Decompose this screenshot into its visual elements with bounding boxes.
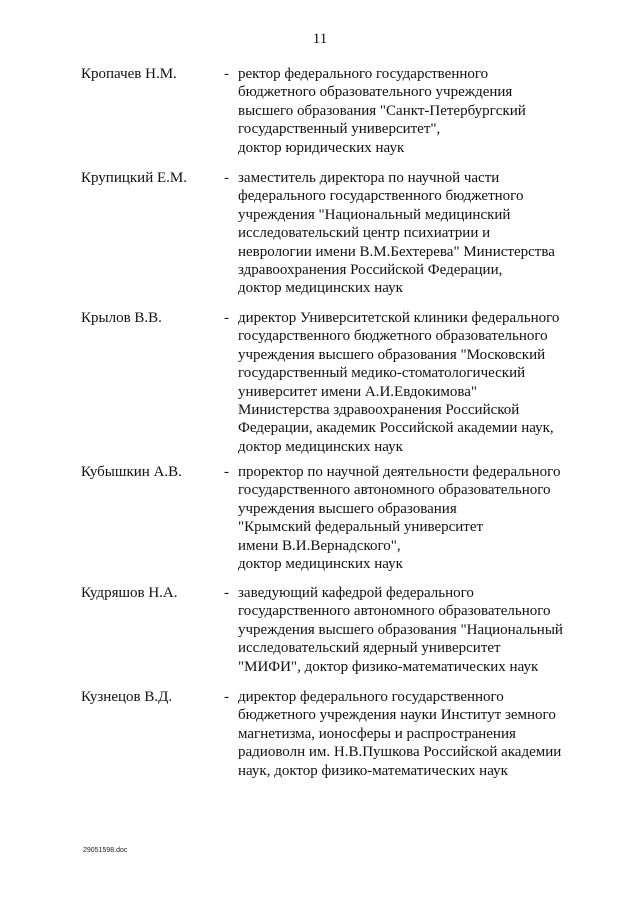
member-name: Кубышкин А.В. — [81, 464, 182, 480]
description-line: учреждения высшего образования "Национальный — [238, 621, 563, 638]
description-line: государственного автономного образовательного — [238, 482, 551, 499]
description-line: Федерации, академик Российской академии наук, — [238, 420, 554, 437]
description-line: исследовательский ядерный университет — [238, 640, 501, 657]
description-line: университет имени А.И.Евдокимова" — [238, 383, 478, 400]
description-line: учреждения высшего образования "Московский — [238, 346, 546, 363]
description-line: Министерства здравоохранения Российской — [238, 402, 520, 419]
description-line: заместитель директора по научной части — [238, 170, 500, 186]
description-line: бюджетного учреждения науки Институт земного — [238, 707, 556, 724]
separator-dash: - — [224, 310, 229, 326]
member-description — [238, 688, 561, 780]
file-reference: 29051598.doc — [83, 847, 128, 854]
description-line: "МИФИ", доктор физико-математических наук — [238, 658, 539, 675]
member-description — [238, 463, 560, 573]
member-description — [238, 169, 555, 298]
separator-dash: - — [224, 170, 229, 186]
description-line: "Крымский федеральный университет — [238, 519, 484, 536]
separator-dash: - — [224, 689, 229, 705]
description-line: доктор медицинских наук — [238, 280, 403, 297]
description-line: неврологии имени В.М.Бехтерева" Министерства — [238, 243, 555, 260]
description-line: учреждения высшего образования — [238, 500, 457, 517]
member-name: Крупицкий Е.М. — [81, 170, 187, 186]
description-line: государственный университет", — [238, 121, 441, 138]
description-line: высшего образования "Санкт-Петербургский — [238, 102, 526, 119]
description-line: имени В.И.Вернадского", — [238, 537, 401, 554]
member-name: Кудряшов Н.А. — [81, 585, 178, 601]
description-line: доктор юридических наук — [238, 139, 405, 156]
description-line: государственного автономного образовательного — [238, 603, 551, 620]
member-name: Кузнецов В.Д. — [81, 689, 173, 705]
separator-dash: - — [224, 585, 229, 601]
description-line: директор федерального государственного — [238, 689, 504, 705]
description-line: доктор медицинских наук — [238, 556, 403, 573]
member-name: Крылов В.В. — [81, 310, 162, 326]
description-line: ректор федерального государственного — [238, 66, 489, 82]
description-line: магнетизма, ионосферы и распространения — [238, 725, 516, 742]
description-line: заведующий кафедрой федерального — [238, 585, 474, 601]
separator-dash: - — [224, 66, 229, 82]
description-line: наук, доктор физико-математических наук — [238, 762, 508, 779]
member-description — [238, 584, 563, 676]
page-number: 11 — [312, 31, 328, 47]
description-line: учреждения "Национальный медицинский — [238, 206, 511, 223]
description-line: проректор по научной деятельности федерального — [238, 464, 561, 480]
description-line: государственный медико-стоматологический — [238, 365, 526, 382]
separator-dash: - — [224, 464, 229, 480]
description-line: государственного бюджетного образовательного — [238, 328, 548, 345]
description-line: здравоохранения Российской Федерации, — [238, 262, 503, 279]
description-line: федерального государственного бюджетного — [238, 188, 524, 205]
description-line: доктор медицинских наук — [238, 438, 403, 455]
description-line: бюджетного образовательного учреждения — [238, 84, 513, 101]
member-description — [238, 309, 559, 456]
description-line: директор Университетской клиники федерального — [238, 310, 560, 326]
member-name: Кропачев Н.М. — [81, 66, 177, 82]
description-line: радиоволн им. Н.В.Пушкова Российской академии — [238, 744, 562, 761]
description-line: исследовательский центр психиатрии и — [238, 225, 491, 242]
member-description — [238, 65, 526, 157]
